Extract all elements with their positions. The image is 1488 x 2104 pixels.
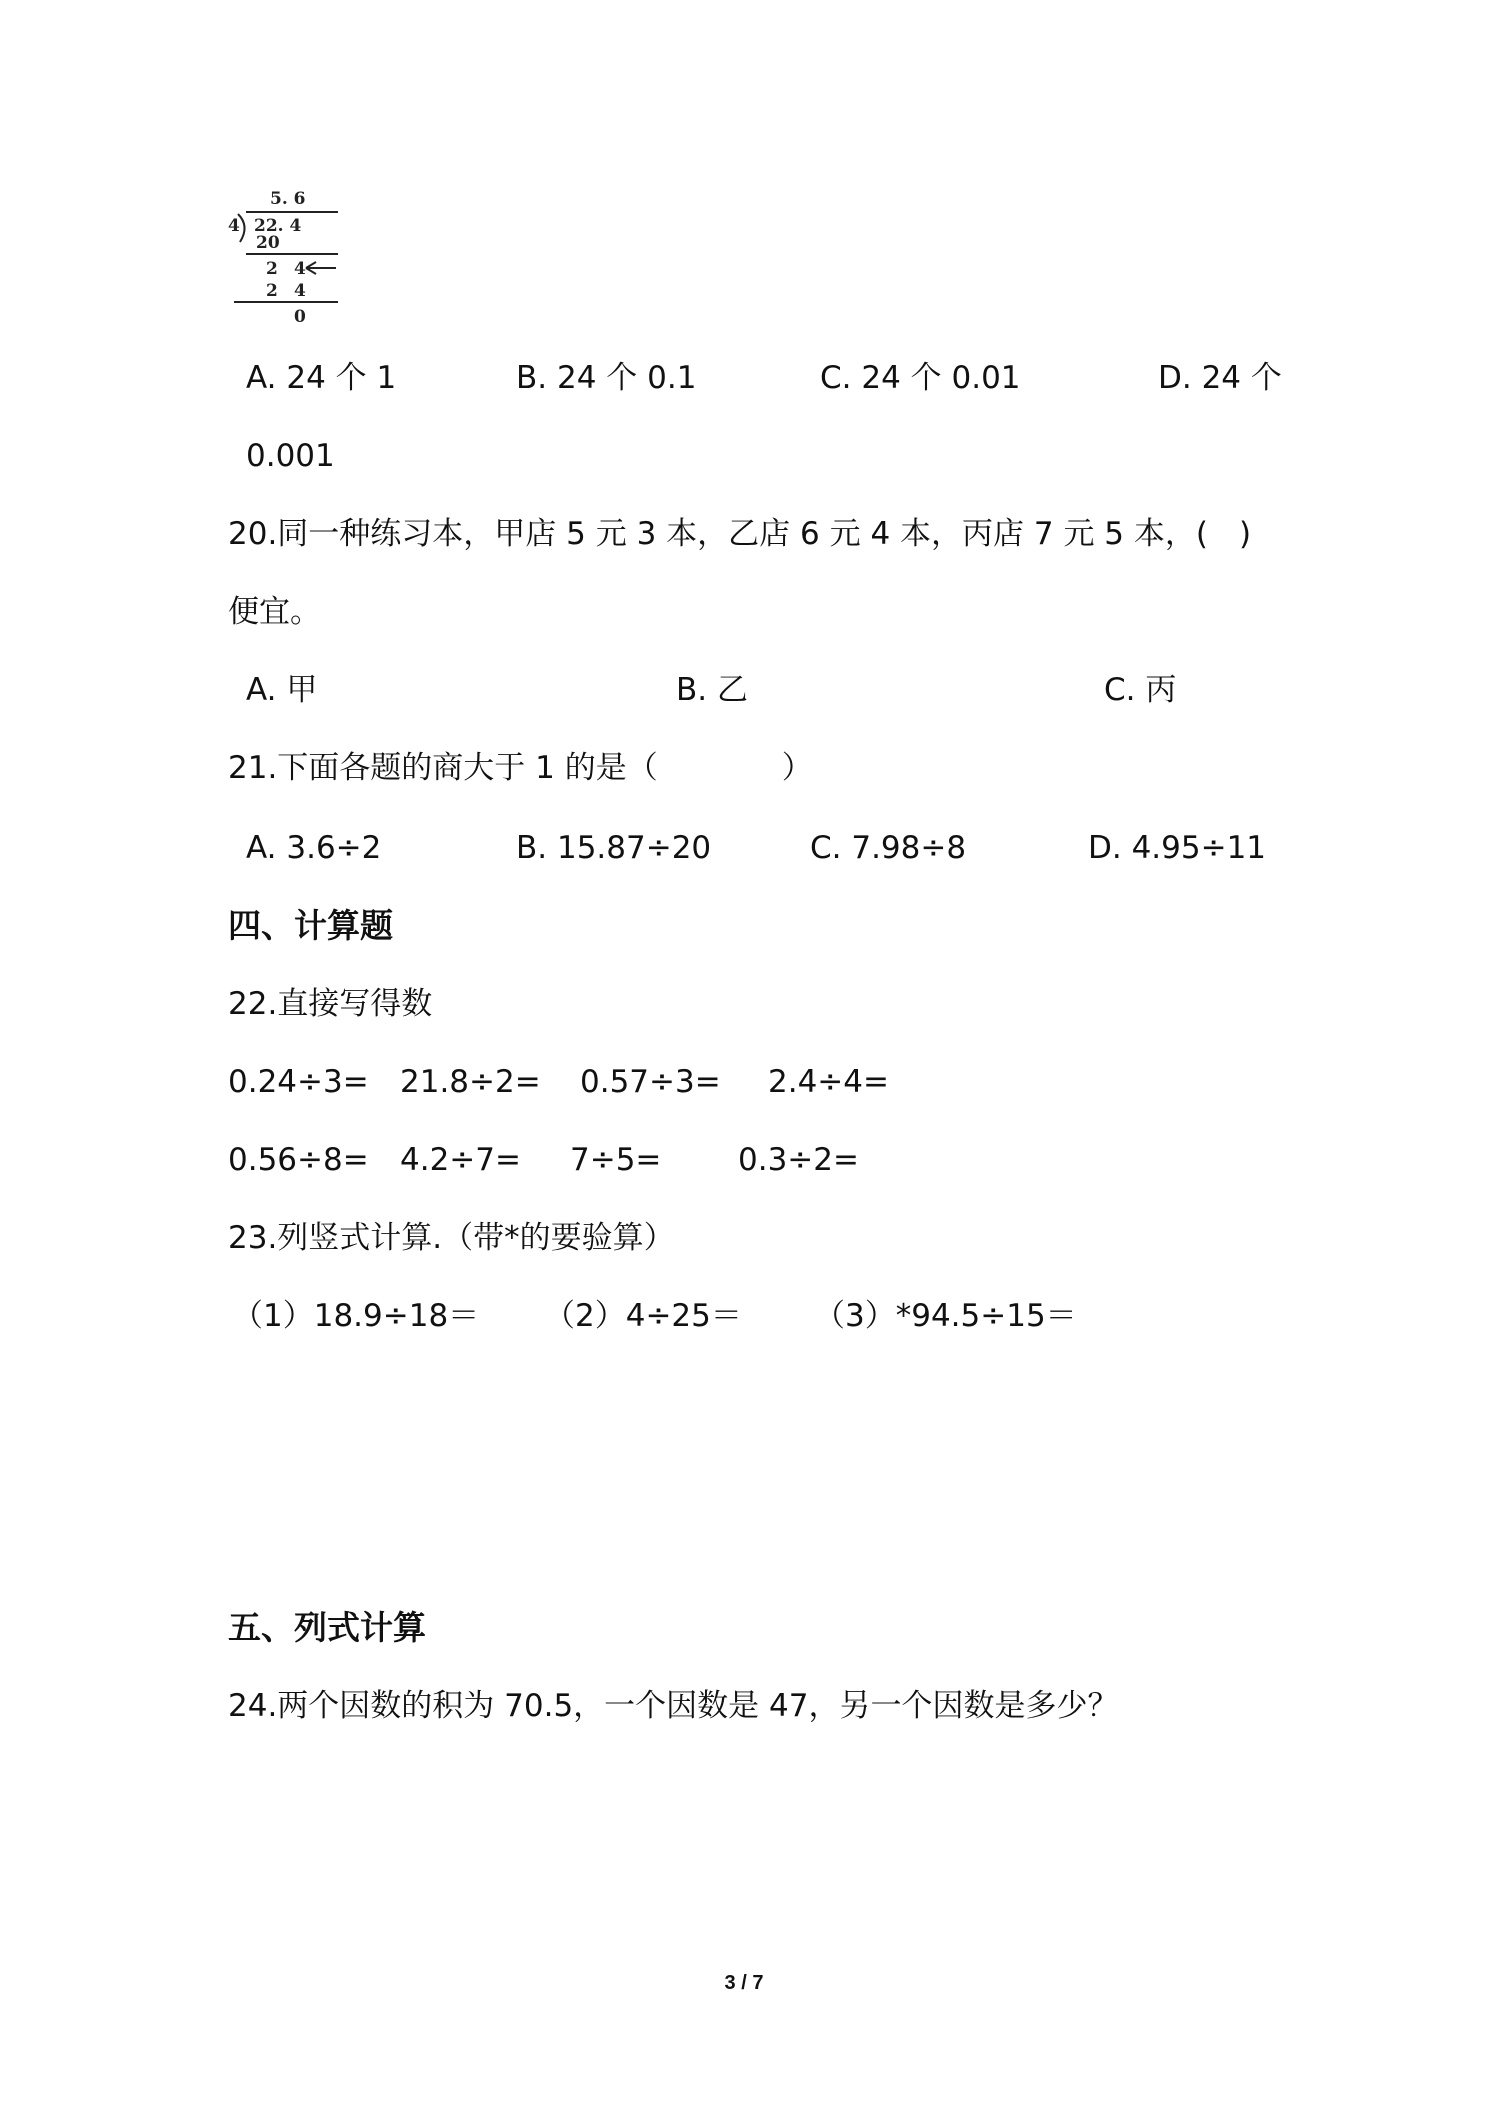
arrow-left-icon: [306, 262, 336, 274]
q24-question: 24.两个因数的积为 70.5，一个因数是 47，另一个因数是多少？: [228, 1688, 1119, 1724]
q22-item: 0.3÷2=: [738, 1142, 859, 1178]
q22-item: 0.57÷3=: [580, 1064, 721, 1100]
section-4-title: 四、计算题: [228, 906, 393, 945]
q20-option-a: A. 甲: [246, 672, 318, 708]
q22-item: 7÷5=: [570, 1142, 662, 1178]
q20-option-b: B. 乙: [676, 672, 748, 708]
q22-item: 0.24÷3=: [228, 1064, 369, 1100]
q23-item-1: （1）18.9÷18＝: [232, 1298, 480, 1334]
remainder1-ones: 4: [294, 259, 306, 279]
q22-question: 22.直接写得数: [228, 986, 433, 1022]
step1-product: 20: [256, 233, 280, 253]
q19-option-d: D. 24 个: [1158, 360, 1282, 396]
step2-tens: 2: [266, 281, 278, 301]
section-5-title: 五、列式计算: [228, 1608, 426, 1647]
q21-option-c: C. 7.98÷8: [810, 830, 967, 866]
q22-item: 2.4÷4=: [768, 1064, 889, 1100]
long-division-figure: [226, 186, 346, 332]
q23-question: 23.列竖式计算.（带*的要验算）: [228, 1220, 675, 1256]
q23-item-2: （2）4÷25＝: [544, 1298, 742, 1334]
q21-option-a: A. 3.6÷2: [246, 830, 382, 866]
remainder1-tens: 2: [266, 259, 278, 279]
q19-option-b: B. 24 个 0.1: [516, 360, 697, 396]
q22-item: 0.56÷8=: [228, 1142, 369, 1178]
q21-option-b: B. 15.87÷20: [516, 830, 712, 866]
final-remainder: 0: [294, 307, 306, 327]
q23-item-3: （3）*94.5÷15＝: [814, 1298, 1077, 1334]
quotient: 5. 6: [270, 189, 306, 209]
step2-ones: 4: [294, 281, 306, 301]
q22-item: 4.2÷7=: [400, 1142, 521, 1178]
q20-question-cont: 便宜。: [228, 594, 321, 630]
q20-question: 20.同一种练习本，甲店 5 元 3 本，乙店 6 元 4 本，丙店 7 元 5 本，( ): [228, 516, 1252, 552]
q19-option-c: C. 24 个 0.01: [820, 360, 1021, 396]
q19-option-a: A. 24 个 1: [246, 360, 397, 396]
q21-question: 21.下面各题的商大于 1 的是（ ）: [228, 750, 813, 786]
dividend: 22. 4: [254, 216, 302, 236]
q21-option-d: D. 4.95÷11: [1088, 830, 1267, 866]
q22-item: 21.8÷2=: [400, 1064, 541, 1100]
page-number: 3 / 7: [724, 1972, 764, 1994]
q20-option-c: C. 丙: [1104, 672, 1177, 708]
divisor: 4: [228, 216, 240, 236]
q19-option-d-continued: 0.001: [246, 438, 335, 474]
